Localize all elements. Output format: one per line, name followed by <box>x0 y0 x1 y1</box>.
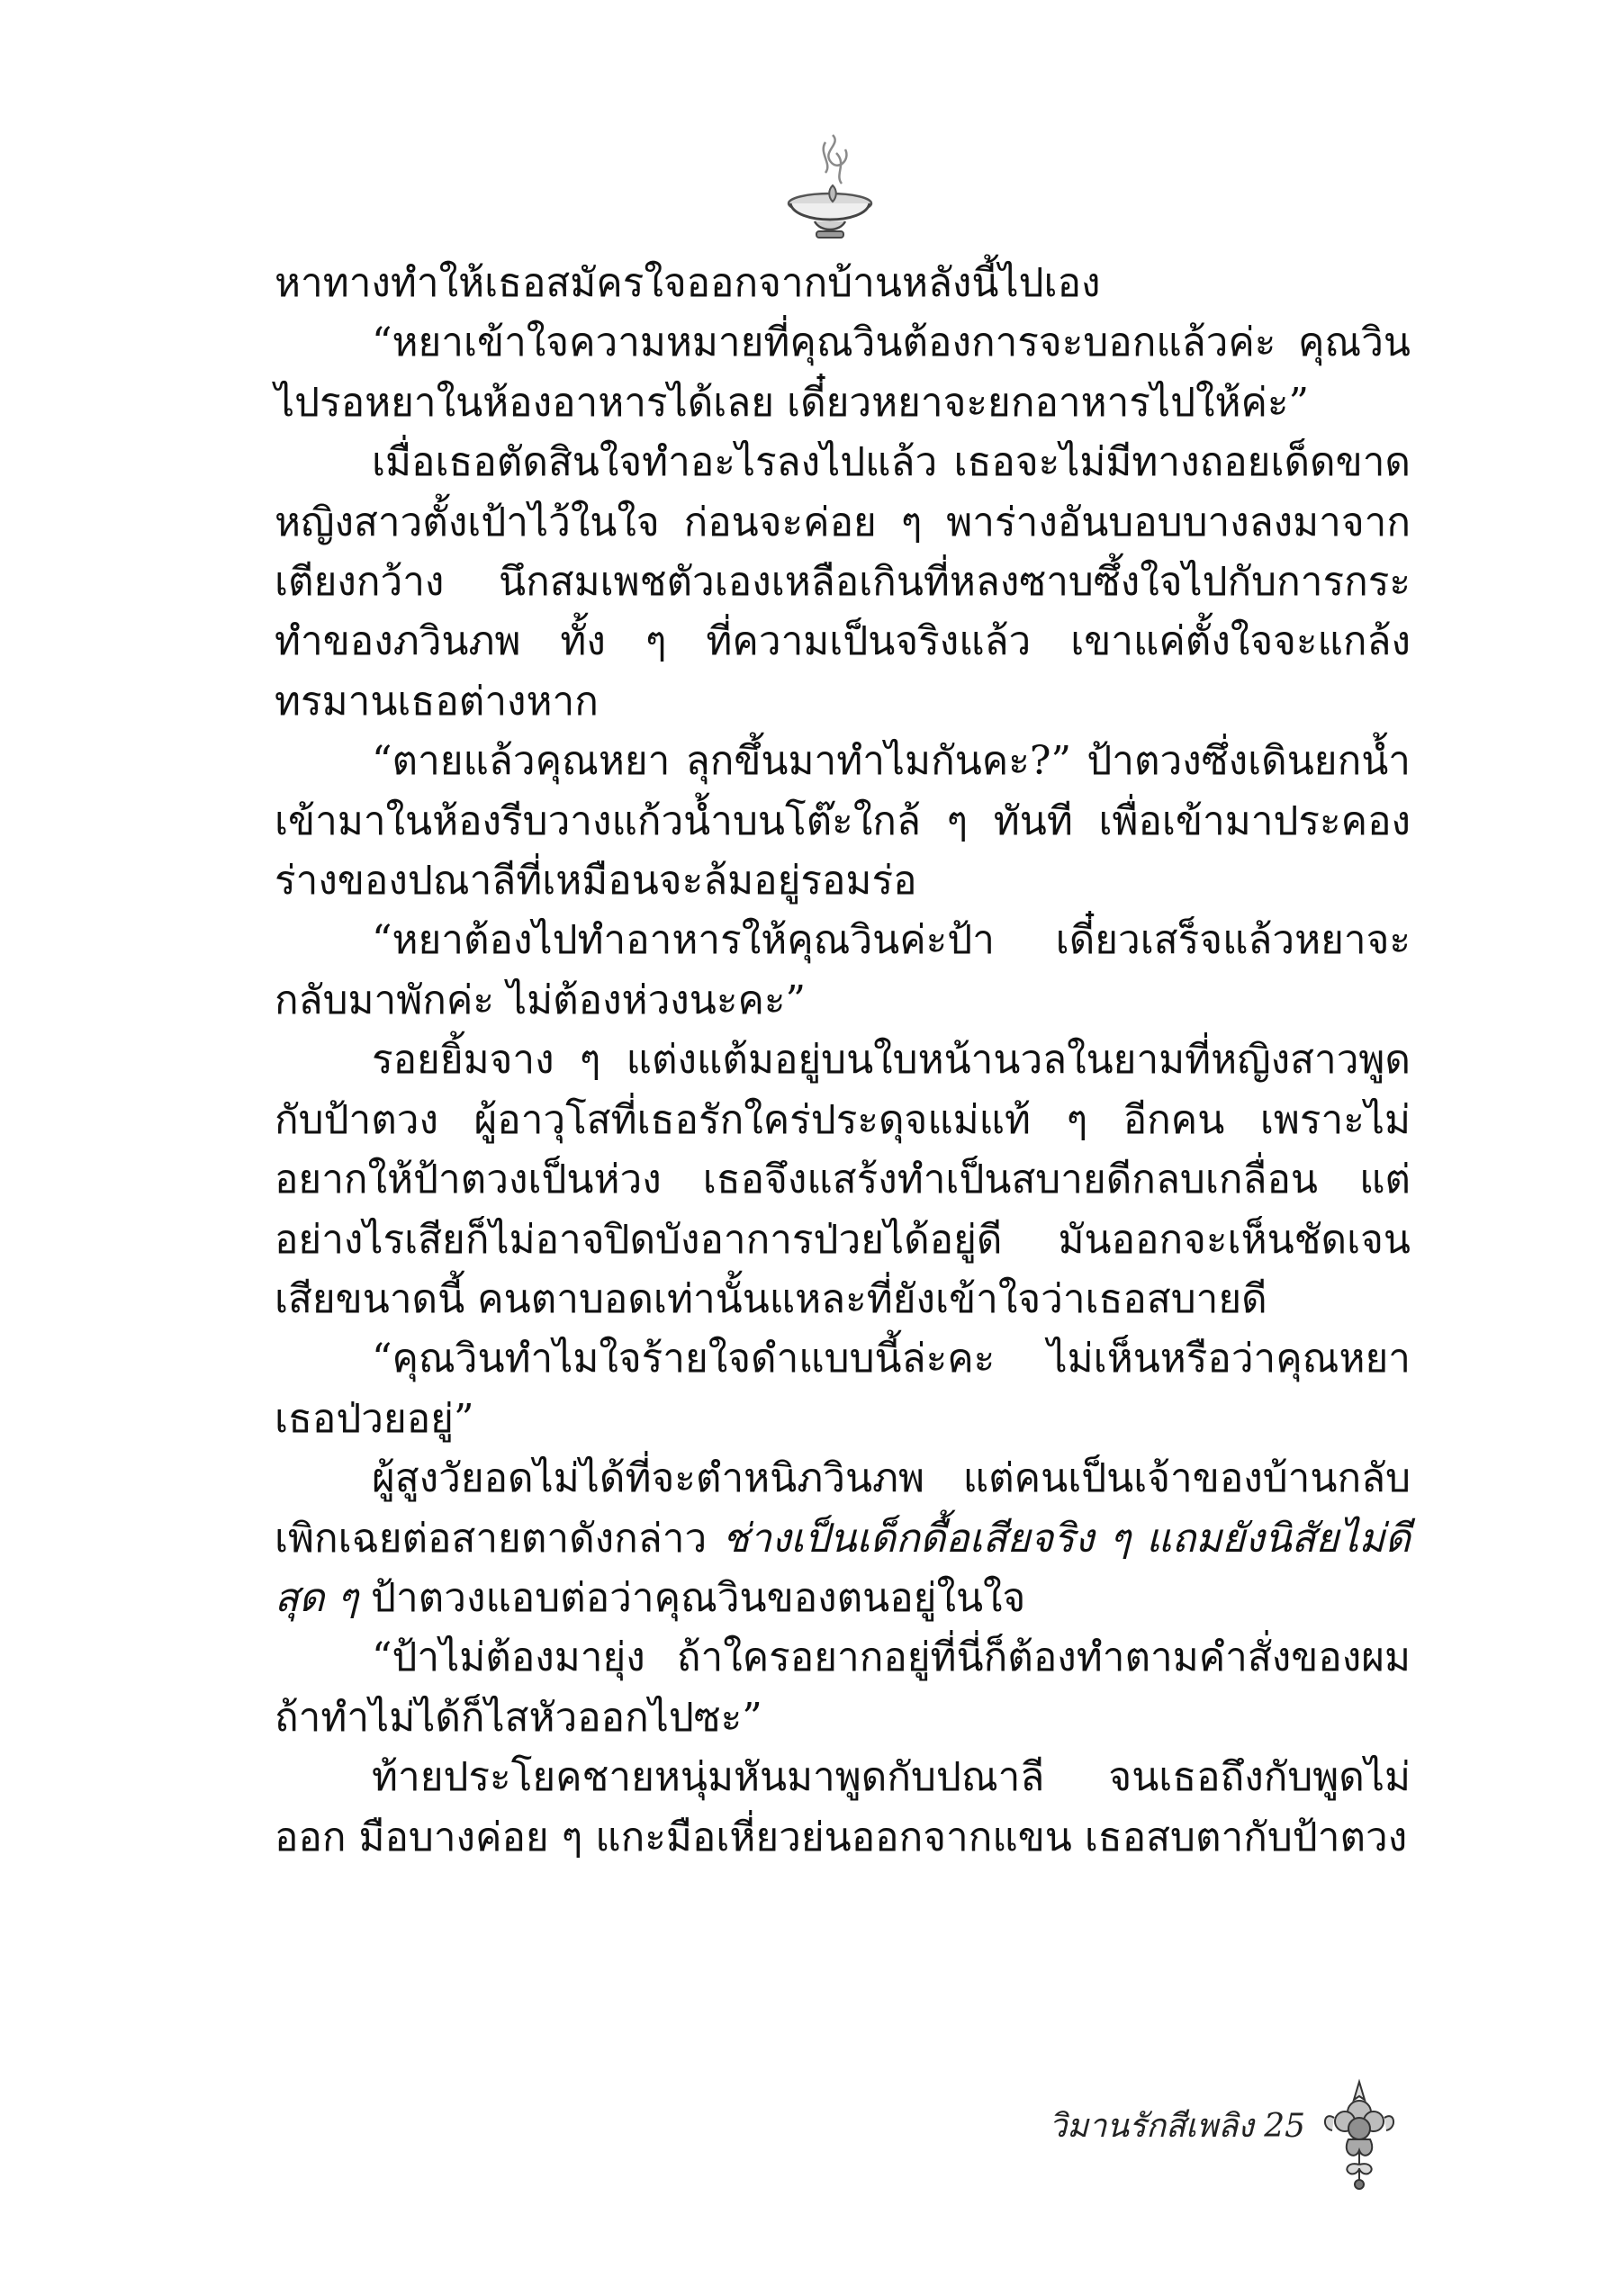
paragraph-text: ท้ายประโยคชายหนุ่มหันมาพูดกับปณาลี จนเธอถึงกับพูดไม่ออก มือบางค่อย ๆ แกะมือเหี่ยวย่นออกจากแขน เธอสบตากับป้าตวง <box>275 1754 1411 1860</box>
paragraph <box>275 433 1411 732</box>
oil-lamp-ornament-icon <box>779 126 882 252</box>
paragraph-text: “หยาเข้าใจความหมายที่คุณวินต้องการจะบอกแล้วค่ะ คุณวินไปรอหยาในห้องอาหารได้เลย เดี๋ยวหยาจะยกอาหารไปให้ค่ะ” <box>275 320 1411 426</box>
page-footer <box>999 2075 1404 2192</box>
paragraph <box>275 911 1411 1031</box>
paragraph-text: “ป้าไม่ต้องมายุ่ง ถ้าใครอยากอยู่ที่นี่ก็ต้องทำตามคำสั่งของผม ถ้าทำไม่ได้ก็ไสหัวออกไปซะ” <box>275 1634 1411 1741</box>
running-footer <box>1049 2100 1305 2151</box>
book-title: วิมานรักสีเพลิง <box>1049 2108 1254 2145</box>
paragraph-text: รอยยิ้มจาง ๆ แต่งแต้มอยู่บนใบหน้านวลในยามที่หญิงสาวพูดกับป้าตวง ผู้อาวุโสที่เธอรักใคร่ประดุจแม่แท้ ๆ อีกคน เพราะไม่อยากให้ป้าตวงเป็นห่วง เธอจึงแสร้งทำเป็นสบายดีกลบเกลื่อน แต่อย่างไรเสียก็ไม่อาจปิดบังอาการป่วยได้อยู่ดี มันออกจะเห็นชัดเจนเสียขนาดนี้ คนตาบอดเท่านั้นแหละที่ยังเข้าใจว่าเธอสบายดี <box>275 1037 1411 1322</box>
paragraph-text: “หยาต้องไปทำอาหารให้คุณวินค่ะป้า เดี๋ยวเสร็จแล้วหยาจะกลับมาพักค่ะ ไม่ต้องห่วงนะคะ” <box>275 917 1411 1023</box>
paragraph-text: หาทางทำให้เธอสมัครใจออกจากบ้านหลังนี้ไปเอง <box>275 260 1101 306</box>
flower-ornament-icon <box>1314 2075 1404 2192</box>
chapter-body-text <box>275 254 1411 1868</box>
paragraph <box>275 254 1411 313</box>
italic-thought-text: ช่างเป็นเด็กดื้อเสียจริง ๆ แถมยังนิสัยไม่ดีสุด ๆ <box>275 1515 1411 1621</box>
paragraph-text: ผู้สูงวัยอดไม่ได้ที่จะตำหนิภวินภพ แต่คนเป็นเจ้าของบ้านกลับเพิกเฉยต่อสายตาดังกล่าว <box>275 1455 1411 1562</box>
paragraph <box>275 1628 1411 1748</box>
paragraph <box>275 1031 1411 1329</box>
paragraph-text: “ตายแล้วคุณหยา ลุกขึ้นมาทำไมกันคะ?” ป้าตวงซึ่งเดินยกน้ำเข้ามาในห้องรีบวางแก้วน้ำบนโต๊ะใกล้ ๆ ทันที เพื่อเข้ามาประคองร่างของปณาลีที่เหมือนจะล้มอยู่รอมร่อ <box>275 738 1411 905</box>
paragraph <box>275 1748 1411 1868</box>
page-number: 25 <box>1264 2108 1305 2145</box>
paragraph-text: “คุณวินทำไมใจร้ายใจดำแบบนี้ล่ะคะ ไม่เห็นหรือว่าคุณหยาเธอป่วยอยู่” <box>275 1336 1411 1442</box>
paragraph <box>275 313 1411 433</box>
paragraph <box>275 732 1411 911</box>
paragraph <box>275 1449 1411 1628</box>
paragraph-text: ป้าตวงแอบต่อว่าคุณวินของตนอยู่ในใจ <box>358 1574 1026 1621</box>
paragraph <box>275 1329 1411 1449</box>
paragraph-text: เมื่อเธอตัดสินใจทำอะไรลงไปแล้ว เธอจะไม่มีทางถอยเด็ดขาด หญิงสาวตั้งเป้าไว้ในใจ ก่อนจะค่อย ๆ พาร่างอันบอบบางลงมาจากเตียงกว้าง นึกสมเพชตัวเองเหลือเกินที่หลงซาบซึ้งใจไปกับการกระทำของภวินภพ ทั้ง ๆ ที่ความเป็นจริงแล้ว เขาแค่ตั้งใจจะแกล้งทรมานเธอต่างหาก <box>275 439 1411 725</box>
